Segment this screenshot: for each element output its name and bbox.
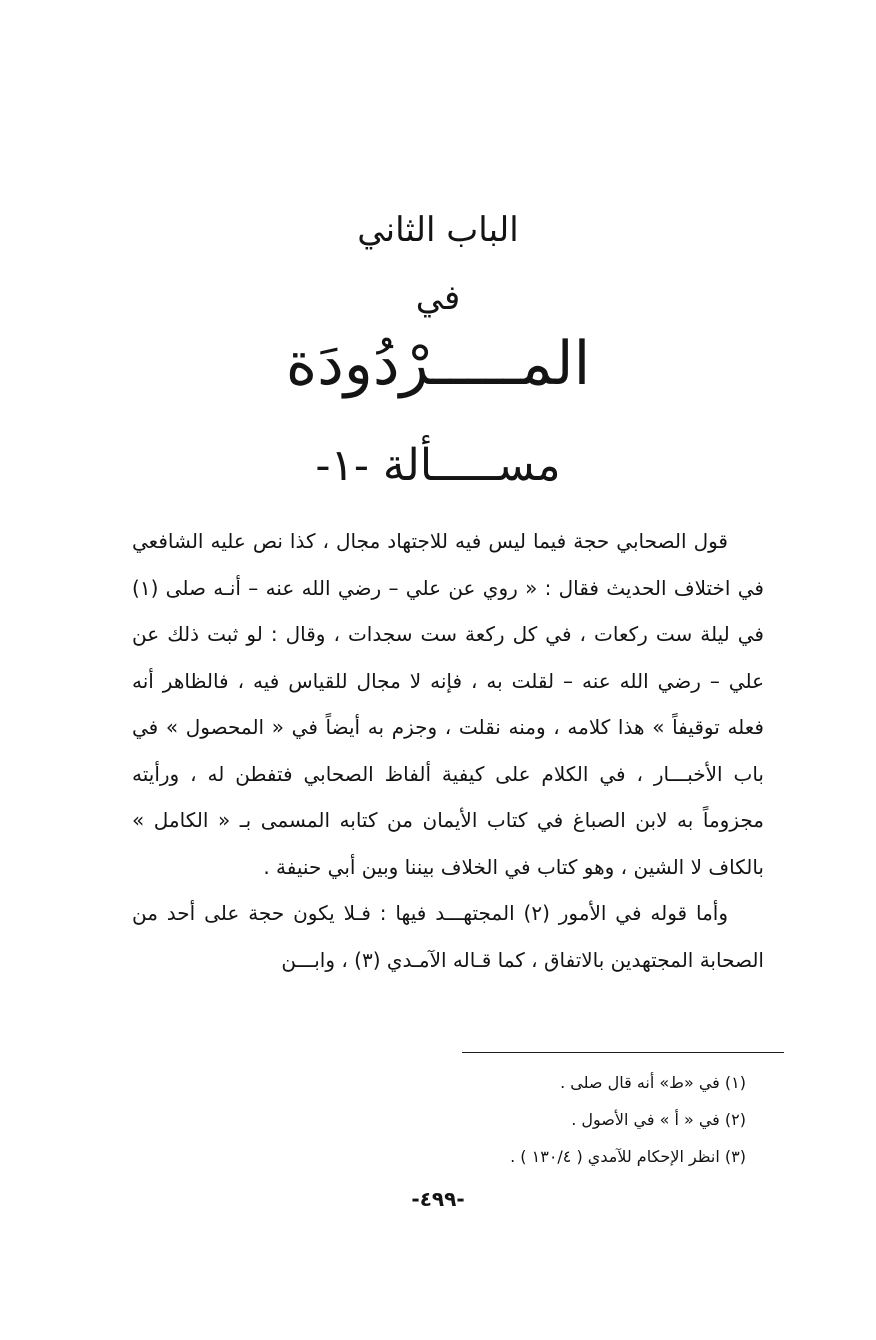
chapter-preposition: في	[415, 278, 461, 318]
paragraph-1: قول الصحابي حجة فيما ليس فيه للاجتهاد مجال ، كذا نص عليه الشافعي في اختلاف الحديث فقال : « روي عن علي – رضي الله عنه – أنـه صلى (١) في ليلة ست ركعات ، في كل ركعة ست سجدات ، وقال : لو ثبت ذلك عن علي – رضي الله عنه – لقلت به ، فإنه لا مجال للقياس فيه ، فالظاهر أنه فعله توقيفاً » هذا كلامه ، ومنه نقلت ، وجزم به أيضاً في « المحصول » في باب الأخبـــار ، في الكلام على كيفية ألفاظ الصحابي فتفطن له ، ورأيته مجزوماً به لابن الصباغ في كتاب الأيمان من كتابه المسمى بـ « الكامل » بالكاف لا الشين ، وهو كتاب في الخلاف بيننا وبين أبي حنيفة .	[132, 529, 764, 879]
footnotes	[300, 1064, 746, 1175]
page-number: -٤٩٩-	[411, 1187, 465, 1211]
footnote-1: (١) في «ط» أنه قال صلى .	[560, 1073, 746, 1092]
chapter-title: الباب الثاني	[357, 210, 519, 250]
footnote-2: (٢) في « أ » في الأصول .	[571, 1110, 746, 1129]
footnote-divider	[462, 1052, 784, 1053]
body-text	[132, 518, 764, 983]
paragraph-2: وأما قوله في الأمور (٢) المجتهـــد فيها : فـلا يكون حجة على أحد من الصحابة المجتهدين بالاتفاق ، كما قـاله الآمـدي (٣) ، وابـــن	[132, 901, 764, 972]
issue-heading: مســـــألة -١-	[315, 440, 561, 491]
footnote-3: (٣) انظر الإحكام للآمدي ( ١٣٠/٤ ) .	[510, 1147, 746, 1166]
chapter-subject: المـــــرْدُودَة	[285, 329, 591, 399]
